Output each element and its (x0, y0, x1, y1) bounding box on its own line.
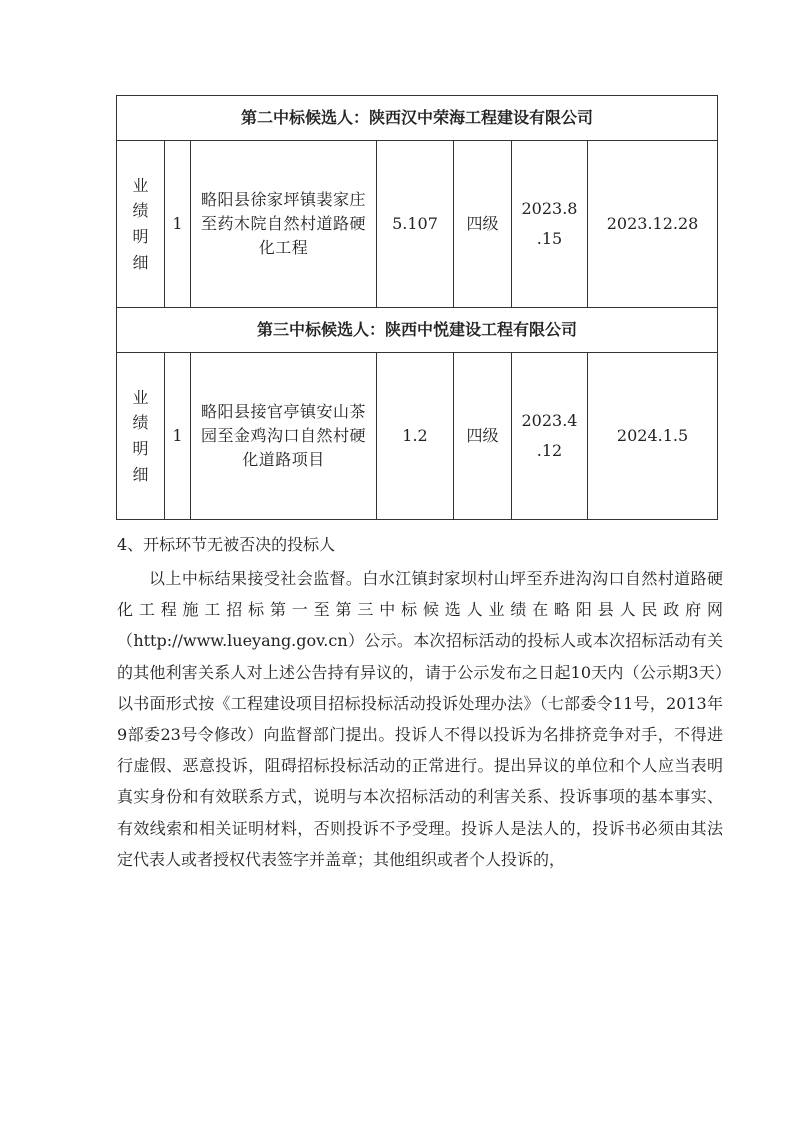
end-date: 2024.1.5 (588, 353, 718, 520)
end-date: 2023.12.28 (588, 141, 718, 308)
performance-table (116, 95, 718, 520)
project-level: 四级 (454, 353, 512, 520)
candidate-3-row (117, 353, 718, 520)
contract-amount: 1.2 (377, 353, 454, 520)
body-paragraph: 以上中标结果接受社会监督。白水江镇封家坝村山坪至乔进沟沟口自然村道路硬化工程施工招标第一至第三中标候选人业绩在略阳县人民政府网（http://www.lueyang.gov.cn）公示。本次招标活动的投标人或本次招标活动有关的其他利害关系人对上述公告持有异议的，请于公示发布之日起10天内（公示期3天）以书面形式按《工程建设项目招标投标活动投诉处理办法》（七部委令11号，2013年9部委23号令修改）向监督部门提出。投诉人不得以投诉为名排挤竞争对手，不得进行虚假、恶意投诉，阻碍招标投标活动的正常进行。提出异议的单位和个人应当表明真实身份和有效联系方式，说明与本次招标活动的利害关系、投诉事项的基本事实、有效线索和相关证明材料，否则投诉不予受理。投诉人是法人的，投诉书必须由其法定代表人或者授权代表签字并盖章；其他组织或者个人投诉的， (117, 569, 723, 869)
candidate-3-header-row (117, 308, 718, 353)
contract-amount: 5.107 (377, 141, 454, 308)
start-date: 2023.4 .12 (512, 353, 588, 520)
candidate-2-row (117, 141, 718, 308)
performance-detail-label: 业 绩 明 细 (117, 353, 165, 520)
project-name: 略阳县徐家坪镇裴家庄至药木院自然村道路硬化工程 (191, 141, 377, 308)
section-heading: 4、开标环节无被否决的投标人 (117, 535, 336, 554)
performance-detail-label: 业 绩 明 细 (117, 141, 165, 308)
row-index: 1 (165, 141, 191, 308)
row-index: 1 (165, 353, 191, 520)
start-date: 2023.8 .15 (512, 141, 588, 308)
project-name: 略阳县接官亭镇安山茶园至金鸡沟口自然村硬化道路项目 (191, 353, 377, 520)
candidate-2-header-row (117, 96, 718, 141)
project-level: 四级 (454, 141, 512, 308)
candidate-3-header: 第三中标候选人：陕西中悦建设工程有限公司 (117, 308, 718, 353)
candidate-2-header: 第二中标候选人：陕西汉中荣海工程建设有限公司 (117, 96, 718, 141)
